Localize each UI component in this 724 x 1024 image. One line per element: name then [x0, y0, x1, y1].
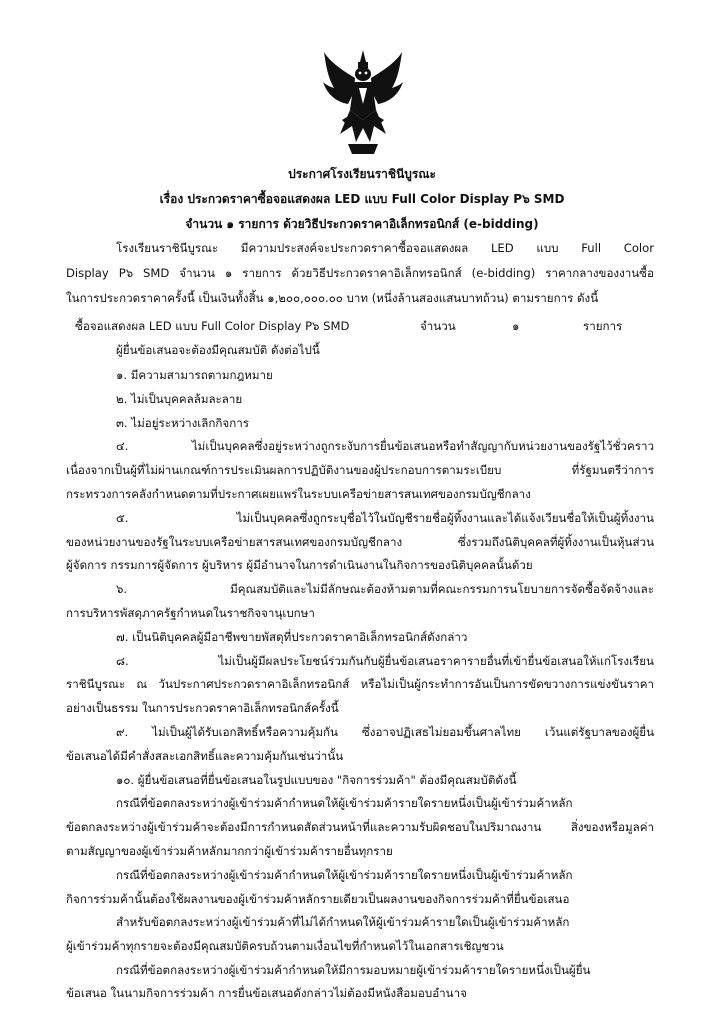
item-unit: รายการ [583, 319, 623, 333]
qualification-item: ผู้จัดการ กรรมการผู้จัดการ ผู้บริหาร ผู้มีอำนาจในการดำเนินงานในกิจการของนิติบุคคลนั้นด้วย [66, 558, 533, 573]
intro-line: โรงเรียนราชินีบูรณะ มีความประสงค์จะประกวดราคาซื้อจอแสดงผล LED แบบ Full Color [116, 241, 654, 255]
qualification-item: ๓. ไม่อยู่ระหว่างเลิกกิจการ [116, 415, 249, 430]
qualification-item: ข้อตกลงระหว่างผู้เข้าร่วมค้าจะต้องมีการกำหนดสัดส่วนหน้าที่และความรับผิดชอบในปริมาณงาน สิ่งของหรือมูลค่า [66, 820, 654, 835]
qualification-item: ๒. ไม่เป็นบุคคลล้มละลาย [116, 391, 243, 406]
qualification-item: ๖. มีคุณสมบัติและไม่มีลักษณะต้องห้ามตามที่คณะกรรมการนโยบายการจัดซื้อจัดจ้างและ [116, 582, 654, 597]
item-qty: ๑ [512, 319, 520, 333]
qualification-item: การบริหารพัสดุภาครัฐกำหนดในราชกิจจานุเบกษา [66, 606, 315, 620]
qualification-item: กรณีที่ข้อตกลงระหว่างผู้เข้าร่วมค้ากำหนดให้มีการมอบหมายผู้เข้าร่วมค้ารายใดรายหนึ่งเป็นผู้ยื่น [116, 963, 591, 977]
qualification-item: กระทรวงการคลังกำหนดตามที่ประกาศเผยแพร่ในระบบเครือข่ายสารสนเทศของกรมบัญชีกลาง [66, 487, 531, 501]
intro-line: Display P๖ SMD จำนวน ๑ รายการ ด้วยวิธีประกวดราคาอิเล็กทรอนิกส์ (e-bidding) ราคากลางของงานซื้อ [66, 266, 654, 280]
qualification-item: ๙. ไม่เป็นผู้ได้รับเอกสิทธิ์หรือความคุ้มกัน ซึ่งอาจปฏิเสธไม่ยอมขึ้นศาลไทย เว้นแต่รัฐบาลของผู้ยื่น [116, 725, 654, 739]
qualification-item: สำหรับข้อตกลงระหว่างผู้เข้าร่วมค้าที่ไม่ได้กำหนดให้ผู้เข้าร่วมค้ารายใดเป็นผู้เข้าร่วมค้าหลัก [116, 915, 570, 930]
announcement-quantity-line: จำนวน ๑ รายการ ด้วยวิธีประกวดราคาอิเล็กทรอนิกส์ (e-bidding) [185, 217, 539, 231]
item-qty-label: จำนวน [420, 319, 456, 333]
qualification-item: ของหน่วยงานของรัฐในระบบเครือข่ายสารสนเทศของกรมบัญชีกลาง ซึ่งรวมถึงนิติบุคคลที่ผู้ทิ้งงานเป็นหุ้นส่วน [66, 534, 654, 549]
qualification-item: ๕. ไม่เป็นบุคคลซึ่งถูกระบุชื่อไว้ในบัญชีรายชื่อผู้ทิ้งงานและได้แจ้งเวียนชื่อให้เป็นผู้ทิ้งงาน [116, 510, 654, 525]
qualification-item: อย่างเป็นธรรม ในการประกวดราคาอิเล็กทรอนิกส์ครั้งนี้ [66, 701, 339, 716]
qualification-item: ๑. มีความสามารถตามกฎหมาย [116, 368, 273, 382]
intro-line: ในการประกวดราคาครั้งนี้ เป็นเงินทั้งสิ้น ๑,๒๐๐,๐๐๐.๐๐ บาท (หนึ่งล้านสองแสนบาทถ้วน) ตามรายการ ดังนี้ [66, 291, 599, 305]
announcement-title: ประกาศโรงเรียนราชินีบูรณะ [288, 167, 436, 181]
qualification-item: ๗. เป็นนิติบุคคลผู้มีอาชีพขายพัสดุที่ประกวดราคาอิเล็กทรอนิกส์ดังกล่าว [116, 629, 468, 644]
garuda-emblem-icon [322, 48, 404, 156]
qualification-item: กิจการร่วมค้านั้นต้องใช้ผลงานของผู้เข้าร่วมค้าหลักรายเดียวเป็นผลงานของกิจการร่วมค้าที่ยื่นข้อเสนอ [66, 891, 570, 906]
qualification-item: ข้อเสนอได้มีคำสั่งสละเอกสิทธิ์และความคุ้มกันเช่นว่านั้น [66, 748, 344, 763]
qualification-item: เนื่องจากเป็นผู้ที่ไม่ผ่านเกณฑ์การประเมินผลการปฏิบัติงานของผู้ประกอบการตามระเบียบ ที่รัฐมนตรีว่าการ [66, 463, 654, 478]
qualification-item: ๘. ไม่เป็นผู้มีผลประโยชน์ร่วมกันกับผู้ยื่นข้อเสนอราคารายอื่นที่เข้ายื่นข้อเสนอให้แก่โรงเรียน [116, 653, 654, 668]
qualification-item: กรณีที่ข้อตกลงระหว่างผู้เข้าร่วมค้ากำหนดให้ผู้เข้าร่วมค้ารายใดรายหนึ่งเป็นผู้เข้าร่วมค้าหลัก [116, 796, 573, 811]
qualification-item: ราชินีบูรณะ ณ วันประกาศประกวดราคาอิเล็กทรอนิกส์ หรือไม่เป็นผู้กระทำการอันเป็นการขัดขวางการแข่งขันราคา [66, 677, 654, 692]
qualification-item: ตามสัญญาของผู้เข้าร่วมค้าหลักมากกว่าผู้เข้าร่วมค้ารายอื่นทุกราย [66, 844, 393, 858]
item-name: ซื้อจอแสดงผล LED แบบ Full Color Display P๖ SMD [75, 319, 350, 333]
qualification-item: ๑๐. ผู้ยื่นข้อเสนอที่ยื่นข้อเสนอในรูปแบบของ "กิจการร่วมค้า" ต้องมีคุณสมบัติดังนี้ [116, 772, 517, 787]
qualification-item: ผู้เข้าร่วมค้าทุกรายจะต้องมีคุณสมบัติครบถ้วนตามเงื่อนไขที่กำหนดไว้ในเอกสารเชิญชวน [66, 939, 504, 954]
qualification-intro: ผู้ยื่นข้อเสนอจะต้องมีคุณสมบัติ ดังต่อไปนี้ [116, 343, 320, 357]
qualification-item: ข้อเสนอ ในนามกิจการร่วมค้า การยื่นข้อเสนอดังกล่าวไม่ต้องมีหนังสือมอบอำนาจ [66, 985, 467, 1000]
qualification-item: ๔. ไม่เป็นบุคคลซึ่งอยู่ระหว่างถูกระงับการยื่นข้อเสนอหรือทำสัญญากับหน่วยงานของรัฐไว้ชั่วคราว [116, 439, 654, 454]
announcement-subject: เรื่อง ประกวดราคาซื้อจอแสดงผล LED แบบ Full Color Display P๖ SMD [159, 192, 565, 206]
qualification-item: กรณีที่ข้อตกลงระหว่างผู้เข้าร่วมค้ากำหนดให้ผู้เข้าร่วมค้ารายใดรายหนึ่งเป็นผู้เข้าร่วมค้าหลัก [116, 867, 573, 882]
